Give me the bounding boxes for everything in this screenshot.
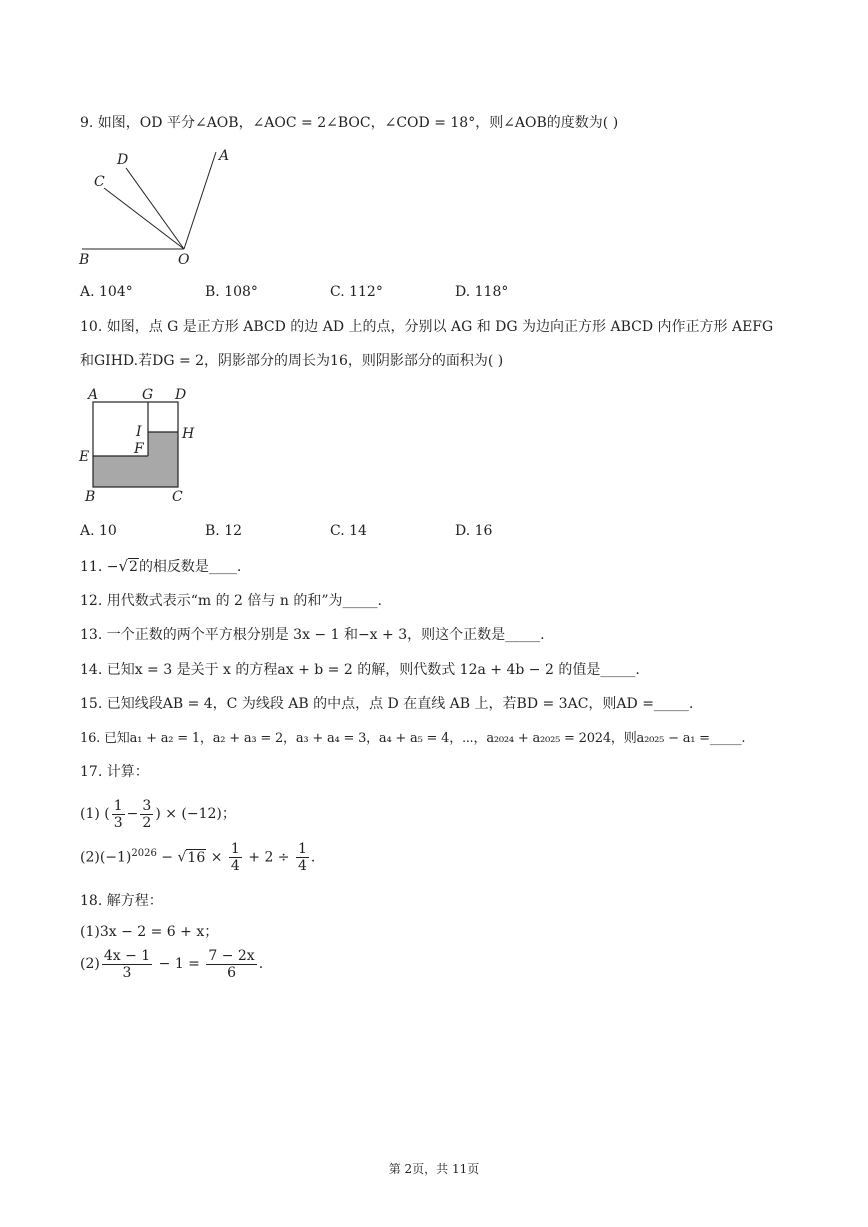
q10-label-d: D — [175, 387, 187, 403]
q9-text: 9. 如图，OD 平分∠AOB，∠AOC = 2∠BOC，∠COD = 18°，则∠AOB的度数为( ) — [80, 115, 619, 131]
q9-label-b: B — [79, 252, 90, 268]
q9-label-a: A — [219, 148, 230, 164]
q17-title: 17. 计算： — [80, 764, 149, 780]
q15-text: 15. 已知线段AB = 4，C 为线段 AB 的中点，点 D 在直线 AB 上，若BD = 3AC，则AD =_____. — [80, 696, 694, 712]
q9-option-c: C. 112° — [330, 284, 383, 300]
q9-option-a: A. 104° — [80, 284, 133, 300]
q13-text: 13. 一个正数的两个平方根分别是 3x − 1 和−x + 3，则这个正数是_____. — [80, 627, 545, 643]
q18-part1: (1)3x − 2 = 6 + x； — [80, 924, 219, 940]
q10-label-a: A — [88, 387, 99, 403]
q9-label-d: D — [117, 152, 129, 168]
q10-figure — [76, 384, 206, 509]
q16-text: 16. 已知a₁ + a₂ = 1，a₂ + a₃ = 2，a₃ + a₄ = 3，a₄ + a₅ = 4，⋯，a₂₀₂₄ + a₂₀₂₅ = 2024，则a₂₀₂₅ − a₁ =_____. — [80, 731, 746, 746]
q10-label-h: H — [182, 426, 195, 442]
q9-options — [80, 284, 580, 300]
q9-label-c: C — [94, 174, 105, 190]
q12-text: 12. 用代数式表示“m 的 2 倍与 n 的和”为_____. — [80, 593, 382, 609]
q10-label-c: C — [172, 489, 183, 505]
q17-part2: $(2)(-1)^{2026} - √16$ × $\frac{1}{4}$ + 2 ÷ $\frac{1}{4}$ . — [80, 841, 316, 875]
q10-option-b: B. 12 — [205, 523, 243, 539]
q10-line1: 10. 如图，点 G 是正方形 ABCD 的边 AD 上的点，分别以 AG 和 DG 为边向正方形 ABCD 内作正方形 AEFG — [80, 319, 774, 335]
q18-title: 18. 解方程： — [80, 893, 163, 909]
q18-part2: (2) $\frac{4x - 1}{3}$ − 1 = $\frac{7 - 2x}{6}$ . — [80, 947, 264, 981]
q10-option-a: A. 10 — [80, 523, 117, 539]
q10-label-b: B — [85, 489, 96, 505]
q9-figure — [76, 146, 246, 271]
q9-option-d: D. 118° — [455, 284, 509, 300]
q9-option-b: B. 108° — [205, 284, 258, 300]
q10-label-i: I — [136, 424, 142, 440]
q10-option-d: D. 16 — [455, 523, 493, 539]
q14-text: 14. 已知x = 3 是关于 x 的方程ax + b = 2 的解，则代数式 12a + 4b − 2 的值是_____. — [80, 662, 640, 678]
q10-option-c: C. 14 — [330, 523, 367, 539]
q17-part1: (1) ( $\frac{1}{3}$ − $\frac{3}{2}$ ) × (−12)； — [80, 797, 236, 831]
q9-label-o: O — [178, 252, 190, 268]
q10-label-g: G — [142, 387, 154, 403]
q11-radicand: 2 — [129, 559, 138, 575]
q10-label-e: E — [79, 449, 90, 465]
q10-label-f: F — [134, 441, 144, 457]
q11-text: 11. −√2的相反数是____. — [80, 557, 242, 575]
page-footer: 第 2页，共 11页 — [388, 1162, 480, 1176]
q10-options — [80, 523, 580, 539]
q10-line2: 和GIHD.若DG = 2，阴影部分的周长为16，则阴影部分的面积为( ) — [80, 353, 504, 369]
